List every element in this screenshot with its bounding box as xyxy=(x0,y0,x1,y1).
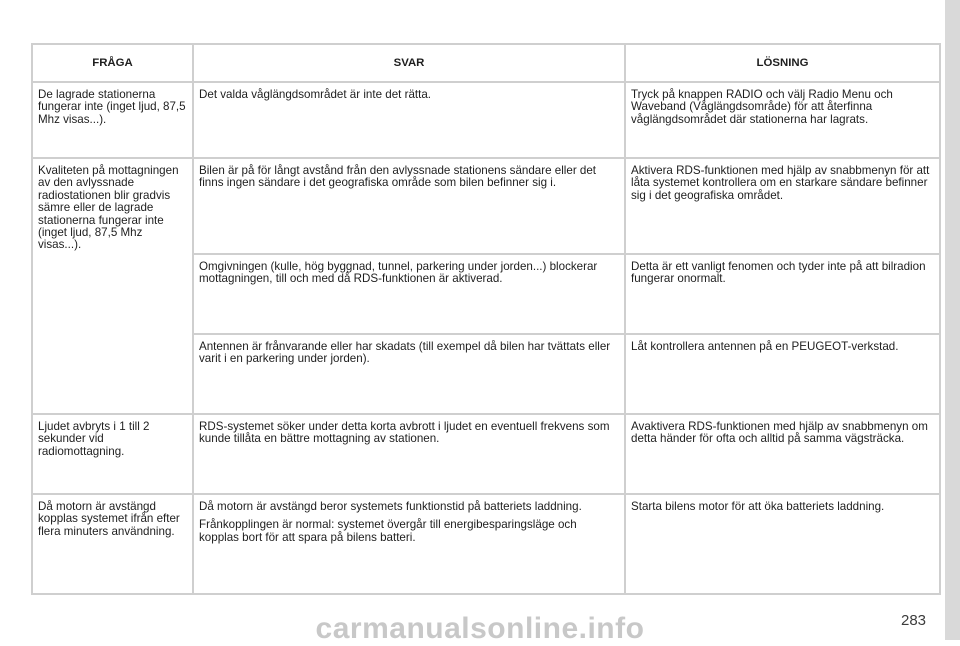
solution-cell: Låt kontrollera antennen på en PEUGEOT-verkstad. xyxy=(626,335,941,415)
table-row xyxy=(33,159,941,255)
question-cell: Ljudet avbryts i 1 till 2 sekunder vid radiomottagning. xyxy=(33,415,194,495)
solution-cell: Tryck på knappen RADIO och välj Radio Menu och Waveband (Våglängdsområde) för att återfinna våglängdsområdet där stationerna har lagrats. xyxy=(626,83,941,159)
question-cell: De lagrade stationerna fungerar inte (inget ljud, 87,5 Mhz visas...). xyxy=(33,83,194,159)
answer-cell: Det valda våglängdsområdet är inte det rätta. xyxy=(194,83,626,159)
troubleshooting-table xyxy=(31,43,941,595)
table-row xyxy=(33,495,941,595)
table-header-row xyxy=(33,45,941,83)
watermark: carmanualsonline.info xyxy=(315,612,645,645)
page-number: 283 xyxy=(901,612,927,629)
table-row xyxy=(33,415,941,495)
question-cell: Då motorn är avstängd kopplas systemet ifrån efter flera minuters användning. xyxy=(33,495,194,595)
header-solution: LÖSNING xyxy=(626,45,941,83)
table-row xyxy=(33,83,941,159)
answer-cell: Bilen är på för långt avstånd från den avlyssnade stationens sändare eller det finns ingen sändare i det geografiska område som bilen befinner sig i. xyxy=(194,159,626,255)
answer-cell: Omgivningen (kulle, hög byggnad, tunnel, parkering under jorden...) blockerar mottagningen, till och med då RDS-funktionen är aktiverad. xyxy=(194,255,626,335)
solution-cell: Detta är ett vanligt fenomen och tyder inte på att bilradion fungerar onormalt. xyxy=(626,255,941,335)
solution-cell: Starta bilens motor för att öka batteriets laddning. xyxy=(626,495,941,595)
header-question: FRÅGA xyxy=(33,45,194,83)
right-margin-bar xyxy=(945,0,960,640)
answer-cell: RDS-systemet söker under detta korta avbrott i ljudet en eventuell frekvens som kunde tillåta en bättre mottagning av stationen. xyxy=(194,415,626,495)
solution-cell: Avaktivera RDS-funktionen med hjälp av snabbmenyn om detta händer för ofta och alltid på samma vägsträcka. xyxy=(626,415,941,495)
question-cell: Kvaliteten på mottagningen av den avlyssnade radiostationen blir gradvis sämre eller de lagrade stationerna fungerar inte (inget ljud, 87,5 Mhz visas...). xyxy=(33,159,194,415)
answer-cell: Antennen är frånvarande eller har skadats (till exempel då bilen har tvättats eller varit i en parkering under jorden). xyxy=(194,335,626,415)
header-answer: SVAR xyxy=(194,45,626,83)
answer-cell: Då motorn är avstängd beror systemets funktionstid på batteriets laddning. Frånkopplingen är normal: systemet övergår till energibesparingsläge och kopplas bort för att spara på bilens batteri. xyxy=(194,495,626,595)
solution-cell: Aktivera RDS-funktionen med hjälp av snabbmenyn för att låta systemet kontrollera om en starkare sändare befinner sig i det geografiska området. xyxy=(626,159,941,255)
